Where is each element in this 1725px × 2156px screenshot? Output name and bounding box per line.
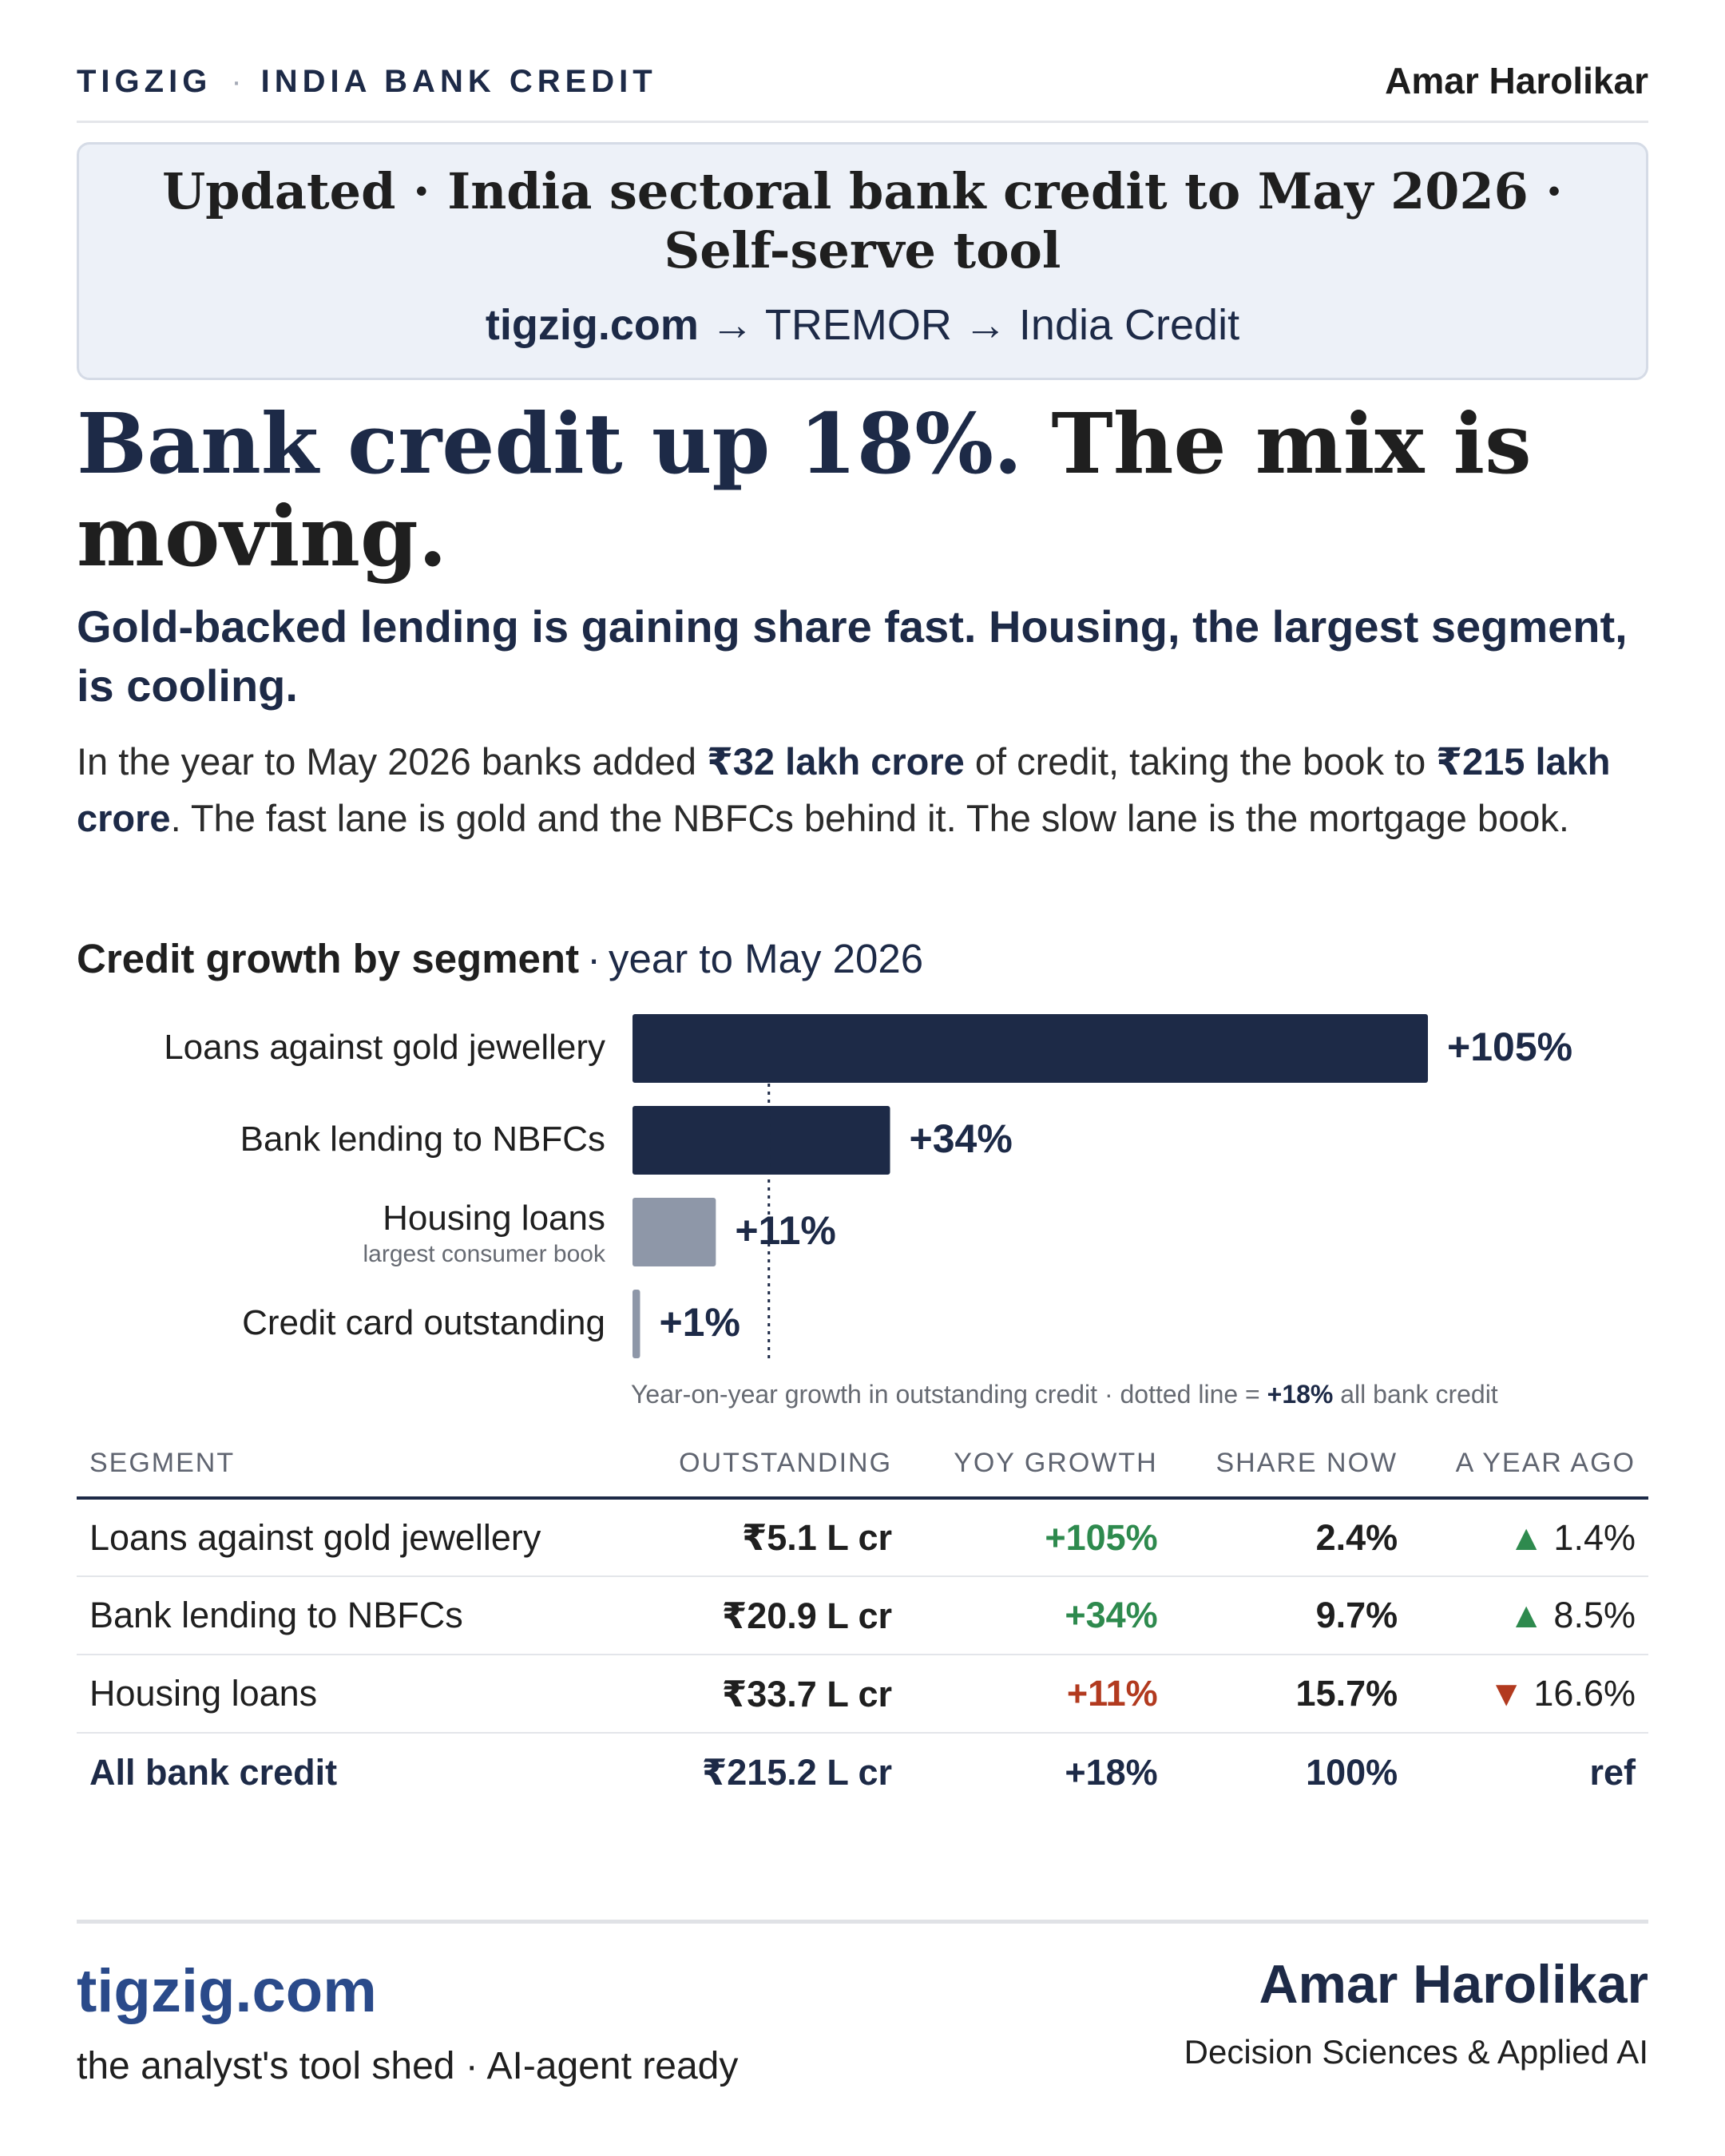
footer-divider (77, 1920, 1648, 1924)
body-bold-2: ₹215 lakh crore (77, 740, 1611, 839)
table-row (77, 1498, 1648, 1576)
cell-share-now: 100% (1306, 1751, 1398, 1793)
value-label: +105% (1447, 1024, 1573, 1069)
deck: Gold-backed lending is gaining share fast. Housing, the largest segment, is cooling. (77, 601, 1628, 711)
cell-growth: +18% (1065, 1751, 1158, 1793)
chart-note (631, 1380, 1498, 1409)
chart-title-dot: · (587, 936, 601, 981)
down-arrow-icon: ▼ (1488, 1673, 1525, 1714)
segment-table (77, 1429, 1648, 1811)
year-ago-value: 8.5% (1553, 1595, 1636, 1635)
chart-note-bold: +18% (1267, 1380, 1334, 1409)
cell-year-ago (1410, 1498, 1648, 1576)
cell-year-ago: ref (1589, 1751, 1636, 1793)
header-author: Amar Harolikar (1385, 60, 1648, 101)
year-ago-value: 16.6% (1533, 1673, 1636, 1714)
footer-site-link[interactable]: tigzig.com (77, 1957, 377, 2025)
category-label: Loans against gold jewellery (164, 1028, 605, 1067)
category-label: Bank lending to NBFCs (240, 1120, 605, 1159)
bar-2 (632, 1106, 890, 1175)
headline-part1: Bank credit up 18%. (77, 394, 1023, 493)
cell-outstanding: ₹33.7 L cr (629, 1655, 905, 1733)
col-outstanding: OUTSTANDING (629, 1429, 905, 1498)
brand[interactable] (77, 64, 657, 100)
cell-growth: +34% (905, 1576, 1171, 1655)
body-bold-1: ₹32 lakh crore (707, 740, 965, 783)
table-total-row (77, 1733, 1648, 1811)
cell-growth: +105% (905, 1498, 1171, 1576)
cell-outstanding: ₹20.9 L cr (629, 1576, 905, 1655)
year-ago-value: 1.4% (1553, 1516, 1636, 1558)
cell-year-ago (1410, 1576, 1648, 1655)
col-year-ago: A YEAR AGO (1410, 1429, 1648, 1498)
banner-link-path: → TREMOR → India Credit (698, 301, 1240, 349)
table-header-row (77, 1429, 1648, 1498)
cell-segment: All bank credit (89, 1751, 338, 1793)
brand-separator: · (231, 64, 242, 99)
growth-bar-chart (0, 998, 1725, 1413)
banner-link-site: tigzig.com (485, 301, 699, 349)
table-row (77, 1576, 1648, 1655)
up-arrow-icon: ▲ (1508, 1516, 1545, 1558)
cell-share-now: 9.7% (1171, 1576, 1410, 1655)
cell-segment: Housing loans (77, 1655, 629, 1733)
banner-title: Updated · India sectoral bank credit to May 2026 · Self-serve tool (162, 162, 1563, 279)
category-label: Credit card outstanding (242, 1303, 605, 1342)
table-row (77, 1655, 1648, 1733)
headline-part2: The mix is moving. (77, 394, 1532, 585)
body-text (77, 733, 1648, 846)
category-sublabel: largest consumer book (363, 1241, 605, 1267)
col-segment: SEGMENT (77, 1429, 629, 1498)
cell-share-now: 15.7% (1171, 1655, 1410, 1733)
body-text-2: of credit, taking the book to (964, 740, 1437, 783)
chart-title-period: year to May 2026 (609, 936, 924, 981)
chart-note-2: all bank credit (1333, 1380, 1498, 1409)
cell-segment: Bank lending to NBFCs (77, 1576, 629, 1655)
footer-author: Amar Harolikar (1259, 1954, 1648, 2015)
chart-title-main: Credit growth by segment (77, 936, 580, 981)
bar-4 (632, 1290, 640, 1358)
body-text-3: . The fast lane is gold and the NBFCs behind it. The slow lane is the mortgage book. (170, 797, 1569, 839)
cell-share-now: 2.4% (1171, 1498, 1410, 1576)
section-name: INDIA BANK CREDIT (260, 64, 657, 99)
bar-1 (632, 1014, 1428, 1083)
cell-year-ago (1410, 1655, 1648, 1733)
brand-name: TIGZIG (77, 64, 212, 99)
footer-role: Decision Sciences & Applied AI (1184, 2033, 1648, 2071)
cell-outstanding: ₹5.1 L cr (629, 1498, 905, 1576)
update-banner (77, 142, 1648, 380)
top-bar (77, 56, 1648, 123)
cell-growth: +11% (905, 1655, 1171, 1733)
banner-link[interactable] (79, 298, 1646, 352)
bar-3 (632, 1198, 716, 1266)
cell-outstanding: ₹215.2 L cr (701, 1752, 893, 1793)
body-text-1: In the year to May 2026 banks added (77, 740, 708, 783)
col-share-now: SHARE NOW (1171, 1429, 1410, 1498)
cell-segment: Loans against gold jewellery (77, 1498, 629, 1576)
value-label: +11% (735, 1208, 836, 1253)
footer-tagline: the analyst's tool shed · AI-agent ready (77, 2045, 739, 2087)
col-growth: YOY GROWTH (905, 1429, 1171, 1498)
value-label: +1% (659, 1300, 740, 1345)
value-label: +34% (909, 1116, 1013, 1161)
chart-note-1: Year-on-year growth in outstanding credit · dotted line = (631, 1380, 1267, 1409)
chart-title (77, 933, 923, 985)
category-label: Housing loans (383, 1199, 605, 1238)
up-arrow-icon: ▲ (1508, 1595, 1545, 1635)
headline (77, 394, 1648, 585)
